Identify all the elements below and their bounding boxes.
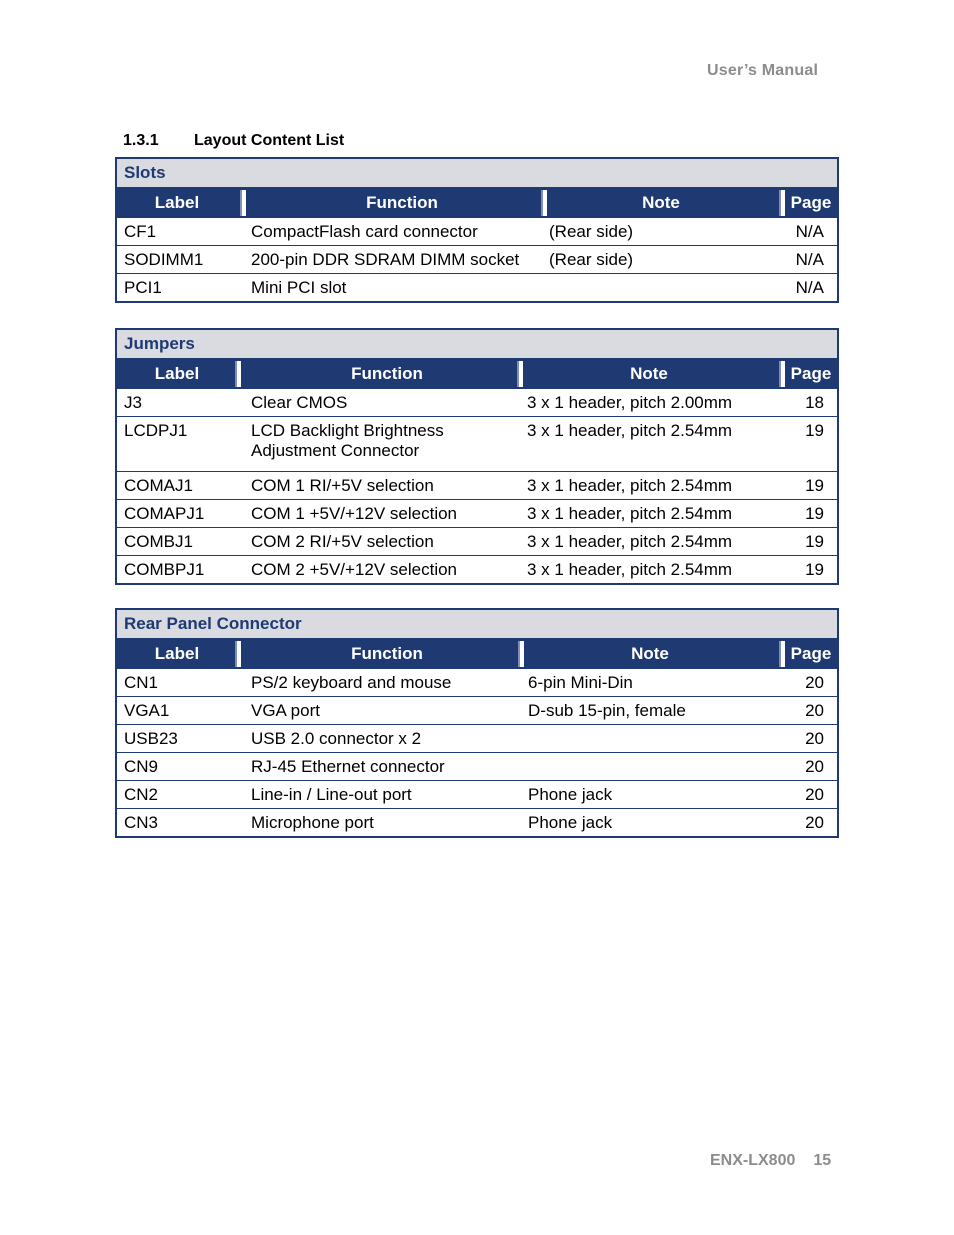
cell-page: N/A bbox=[795, 222, 824, 241]
cell-label: COMAPJ1 bbox=[124, 504, 205, 523]
page-footer bbox=[710, 1152, 831, 1170]
table-row bbox=[117, 555, 837, 583]
footer-page-number: 15 bbox=[813, 1152, 832, 1169]
cell-function: COM 2 RI/+5V selection bbox=[251, 532, 434, 551]
jumpers-table bbox=[115, 328, 839, 585]
column-divider bbox=[519, 361, 523, 387]
table-row bbox=[117, 273, 837, 301]
jumpers-table-title: Jumpers bbox=[117, 330, 837, 359]
table-row bbox=[117, 416, 837, 471]
col-note-header: Note bbox=[630, 364, 668, 383]
cell-label: USB23 bbox=[124, 729, 178, 748]
cell-note: 3 x 1 header, pitch 2.00mm bbox=[527, 393, 733, 412]
cell-label: CF1 bbox=[124, 222, 157, 241]
cell-page: 18 bbox=[805, 393, 824, 412]
cell-function: Mini PCI slot bbox=[251, 278, 347, 297]
col-page-header: Page bbox=[790, 364, 832, 383]
cell-function: Clear CMOS bbox=[251, 393, 348, 412]
cell-function: VGA port bbox=[251, 701, 320, 720]
section-number: 1.3.1 bbox=[123, 132, 159, 149]
col-function-header: Function bbox=[351, 644, 423, 663]
cell-note: 3 x 1 header, pitch 2.54mm bbox=[527, 476, 733, 495]
running-header: User’s Manual bbox=[707, 62, 819, 79]
col-page-header: Page bbox=[790, 644, 832, 663]
slots-table bbox=[115, 157, 839, 303]
table-row bbox=[117, 808, 837, 836]
col-label-header: Label bbox=[154, 193, 200, 212]
cell-page: N/A bbox=[795, 278, 824, 297]
column-divider bbox=[242, 190, 246, 216]
cell-page: 19 bbox=[805, 504, 824, 523]
cell-note: D-sub 15-pin, female bbox=[528, 701, 686, 720]
slots-table-title: Slots bbox=[117, 159, 837, 188]
col-page-header: Page bbox=[790, 193, 832, 212]
table-row bbox=[117, 527, 837, 555]
table-row bbox=[117, 696, 837, 724]
table-row bbox=[117, 245, 837, 273]
cell-label: COMBPJ1 bbox=[124, 560, 205, 579]
cell-label: LCDPJ1 bbox=[124, 421, 188, 440]
cell-page: 19 bbox=[805, 421, 824, 440]
column-divider bbox=[237, 361, 241, 387]
cell-label: COMAJ1 bbox=[124, 476, 193, 495]
column-divider bbox=[520, 641, 524, 667]
table-row bbox=[117, 218, 837, 245]
cell-function: COM 2 +5V/+12V selection bbox=[251, 560, 458, 579]
section-title: Layout Content List bbox=[194, 132, 345, 149]
rear-panel-table bbox=[115, 608, 839, 838]
cell-page: 20 bbox=[805, 729, 824, 748]
cell-function: PS/2 keyboard and mouse bbox=[251, 673, 452, 692]
table-row bbox=[117, 780, 837, 808]
cell-function: COM 1 +5V/+12V selection bbox=[251, 504, 458, 523]
cell-page: 20 bbox=[805, 813, 824, 832]
rear-panel-rows bbox=[117, 669, 837, 836]
col-note-header: Note bbox=[642, 193, 680, 212]
table-row bbox=[117, 389, 837, 416]
table-row bbox=[117, 499, 837, 527]
jumpers-rows bbox=[117, 389, 837, 583]
table-row bbox=[117, 752, 837, 780]
cell-page: 20 bbox=[805, 701, 824, 720]
cell-page: 19 bbox=[805, 532, 824, 551]
cell-function: CompactFlash card connector bbox=[251, 222, 478, 241]
cell-label: CN9 bbox=[124, 757, 159, 776]
cell-note: (Rear side) bbox=[549, 222, 634, 241]
col-function-header: Function bbox=[351, 364, 423, 383]
cell-function: USB 2.0 connector x 2 bbox=[251, 729, 422, 748]
cell-note: 6-pin Mini-Din bbox=[528, 673, 633, 692]
cell-note: Phone jack bbox=[528, 813, 613, 832]
cell-label: PCI1 bbox=[124, 278, 162, 297]
table-row bbox=[117, 471, 837, 499]
table-row bbox=[117, 724, 837, 752]
cell-label: J3 bbox=[124, 393, 142, 412]
cell-function: Microphone port bbox=[251, 813, 374, 832]
rear-panel-table-title: Rear Panel Connector bbox=[117, 610, 837, 639]
cell-page: 19 bbox=[805, 476, 824, 495]
rear-panel-table-header bbox=[117, 639, 837, 669]
cell-note: 3 x 1 header, pitch 2.54mm bbox=[527, 560, 733, 579]
cell-page: N/A bbox=[795, 250, 824, 269]
cell-note: 3 x 1 header, pitch 2.54mm bbox=[527, 504, 733, 523]
table-row bbox=[117, 669, 837, 696]
section-heading bbox=[123, 132, 344, 150]
slots-table-header bbox=[117, 188, 837, 218]
cell-function: RJ-45 Ethernet connector bbox=[251, 757, 445, 776]
cell-page: 20 bbox=[805, 785, 824, 804]
cell-note: Phone jack bbox=[528, 785, 613, 804]
cell-label: VGA1 bbox=[124, 701, 170, 720]
jumpers-table-header bbox=[117, 359, 837, 389]
slots-rows bbox=[117, 218, 837, 301]
column-divider bbox=[237, 641, 241, 667]
cell-function: Line-in / Line-out port bbox=[251, 785, 412, 804]
footer-model: ENX-LX800 bbox=[710, 1152, 796, 1169]
cell-label: SODIMM1 bbox=[124, 250, 204, 269]
col-label-header: Label bbox=[154, 364, 200, 383]
col-label-header: Label bbox=[154, 644, 200, 663]
cell-function: COM 1 RI/+5V selection bbox=[251, 476, 434, 495]
col-note-header: Note bbox=[631, 644, 669, 663]
cell-function: LCD Backlight Brightness Adjustment Connector bbox=[251, 421, 444, 460]
cell-note: 3 x 1 header, pitch 2.54mm bbox=[527, 421, 733, 440]
cell-note: 3 x 1 header, pitch 2.54mm bbox=[527, 532, 733, 551]
cell-page: 19 bbox=[805, 560, 824, 579]
cell-label: CN3 bbox=[124, 813, 159, 832]
col-function-header: Function bbox=[366, 193, 438, 212]
cell-note: (Rear side) bbox=[549, 250, 634, 269]
cell-page: 20 bbox=[805, 757, 824, 776]
cell-label: COMBJ1 bbox=[124, 532, 193, 551]
cell-page: 20 bbox=[805, 673, 824, 692]
cell-label: CN1 bbox=[124, 673, 159, 692]
cell-label: CN2 bbox=[124, 785, 159, 804]
cell-function: 200-pin DDR SDRAM DIMM socket bbox=[251, 250, 520, 269]
column-divider bbox=[543, 190, 547, 216]
